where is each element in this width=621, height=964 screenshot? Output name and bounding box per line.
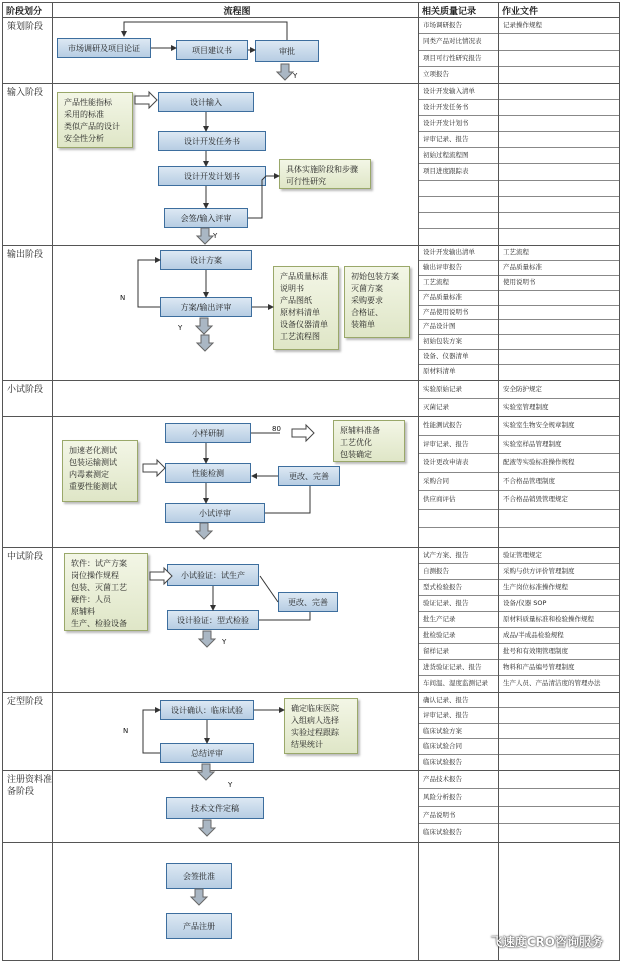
record-item: 试产方案、报告 (419, 548, 498, 564)
record-item: 评审记录、报告 (419, 436, 498, 455)
record-item: 市场调研报告 (419, 18, 498, 34)
stage-name: 小试阶段 (3, 381, 53, 417)
note-plan-steps: 具体实施阶段和步骤 可行性研究 (279, 159, 371, 189)
stage-name: 中试阶段 (3, 548, 53, 693)
doc-item: 不合格品管理制度 (499, 473, 619, 492)
doc-item: 记录操作规程 (499, 18, 619, 34)
box-proposal: 项目建议书 (176, 40, 248, 60)
record-item: 产品技术报告 (419, 771, 498, 789)
doc-item: 验证管理规定 (499, 548, 619, 564)
record-item: 设计开发输入清单 (419, 84, 498, 100)
record-item: 设计开发计划书 (419, 116, 498, 132)
doc-item: 配液等实验标准操作规程 (499, 454, 619, 473)
box-dev-task: 设计开发任务书 (158, 131, 266, 151)
doc-item: 产品质量标准 (499, 261, 619, 276)
header-flow: 流程图 (53, 3, 419, 18)
record-item: 风险分析报告 (419, 789, 498, 807)
record-item: 产品设计图 (419, 320, 498, 335)
box-design-scheme: 设计方案 (160, 250, 252, 270)
note-input-items: 产品性能指标 采用的标准 类似产品的设计 安全性分析 (57, 92, 133, 148)
down-arrow (199, 631, 215, 647)
record-item: 自测报告 (419, 564, 498, 580)
right-arrow (292, 425, 314, 441)
box-registration: 产品注册 (166, 913, 232, 939)
box-summary-review: 总结评审 (160, 743, 254, 763)
doc-item: 批号和有效期管理制度 (499, 644, 619, 660)
stage-name: 输出阶段 (3, 246, 53, 381)
box-sample-dev: 小样研制 (165, 423, 251, 443)
doc-item: 物料和产品编号管理制度 (499, 660, 619, 676)
note-output-docs: 产品质量标准 说明书 产品图纸 原材料清单 设备仪器清单 工艺流程图 (273, 266, 339, 350)
record-item: 留样记录 (419, 644, 498, 660)
watermark: 飞速度CRO咨询服务 (490, 935, 603, 949)
note-clinical: 确定临床医院 入组病人选择 实验过程跟踪 结果统计 (284, 698, 358, 754)
record-item: 初始包装方案 (419, 335, 498, 350)
stage-name: 策划阶段 (3, 18, 53, 84)
header-records: 相关质量记录 (419, 3, 499, 18)
note-pilot-prep: 软件：试产方案 岗位操作规程 包装、灭菌工艺 硬件：人员 原辅料 生产、检验设备 (64, 553, 148, 631)
label-yes: Y (228, 781, 233, 789)
record-item: 原材料清单 (423, 367, 456, 375)
doc-item: 不合格品销毁管理规定 (499, 491, 619, 510)
record-item: 临床试验报告 (423, 757, 462, 766)
down-arrow (198, 764, 214, 780)
doc-item: 实验室管理制度 (503, 402, 549, 411)
label-80: 80 (272, 425, 281, 433)
connector (138, 260, 160, 307)
down-arrow (191, 889, 207, 905)
label-no: N (120, 294, 126, 302)
box-signoff: 会签批准 (166, 863, 232, 889)
box-performance-test: 性能检测 (165, 463, 251, 483)
connector (265, 486, 310, 513)
stage-name: 注册资料准备阶段 (3, 771, 53, 843)
stage-name: 输入阶段 (3, 84, 53, 246)
down-arrow (196, 523, 212, 539)
connector (260, 576, 278, 602)
record-item: 工艺流程 (419, 276, 498, 291)
label-yes: Y (222, 638, 227, 646)
record-item: 型式检验报告 (419, 580, 498, 596)
doc-item: 原材料质量标准和检验操作规程 (499, 612, 619, 628)
record-item: 评审记录、报告 (419, 708, 498, 723)
record-item: 评审记录、报告 (419, 132, 498, 148)
down-arrow (197, 228, 213, 244)
header-stage: 阶段划分 (3, 3, 53, 18)
record-item: 同类产品对比情况表 (419, 34, 498, 50)
record-item: 验证记录、报告 (419, 596, 498, 612)
box-dev-plan: 设计开发计划书 (158, 166, 266, 186)
box-trial-review: 小试评审 (165, 503, 265, 523)
record-item: 进货验证记录、报告 (419, 660, 498, 676)
record-item: 产品使用说明书 (419, 306, 498, 321)
record-item: 批检验记录 (419, 628, 498, 644)
record-item: 设计更改申请表 (419, 454, 498, 473)
box-revise-2: 更改、完善 (278, 592, 338, 612)
box-tech-doc: 技术文件定稿 (166, 797, 264, 819)
doc-item: 实验室样品管理制度 (499, 436, 619, 455)
record-item: 实验原始记录 (419, 381, 498, 399)
record-item: 产品说明书 (419, 807, 498, 825)
connector (143, 710, 160, 753)
record-item: 性能测试报告 (419, 417, 498, 436)
right-arrow (135, 92, 157, 108)
box-input-review: 会签/输入评审 (164, 208, 248, 228)
record-item: 初始过程流程图 (419, 148, 498, 164)
doc-item: 生产人员、产品清洁度的管理办法 (503, 679, 601, 687)
record-item: 确认记录、报告 (419, 693, 498, 708)
down-arrow (197, 335, 213, 351)
record-item: 项目进度跟踪表 (419, 164, 498, 180)
record-item: 临床试验方案 (419, 724, 498, 739)
record-item: 输出评审报告 (419, 261, 498, 276)
header-docs: 作业文件 (499, 3, 620, 18)
note-materials: 原辅料准备 工艺优化 包装确定 (333, 420, 405, 462)
record-item: 灭菌记录 (423, 402, 449, 411)
record-item: 设备、仪器清单 (419, 350, 498, 365)
connector (259, 612, 310, 620)
down-arrow (199, 820, 215, 836)
doc-item: 生产岗位标准操作规程 (499, 580, 619, 596)
doc-item: 工艺流程 (499, 246, 619, 261)
record-item: 批生产记录 (419, 612, 498, 628)
record-item: 立项报告 (423, 69, 449, 78)
box-market-research: 市场调研及项目论证 (57, 38, 151, 58)
record-item: 供应商评估 (419, 491, 498, 510)
box-revise-1: 更改、完善 (278, 466, 340, 486)
note-tests: 加速老化测试 包装运输测试 内毒素测定 重要性能测试 (62, 440, 138, 502)
record-item: 车间温、湿度监测记录 (423, 679, 488, 687)
box-output-review: 方案/输出评审 (160, 297, 252, 317)
label-no: N (123, 727, 129, 735)
box-clinical-trial: 设计确认：临床试验 (160, 700, 254, 720)
box-type-inspection: 设计验证：型式检验 (167, 610, 259, 630)
record-item: 设计开发任务书 (419, 100, 498, 116)
box-approval: 审批 (255, 40, 319, 62)
down-arrow (277, 64, 293, 80)
doc-item: 安全防护规定 (499, 381, 619, 399)
doc-item: 成品/半成品检验规程 (499, 628, 619, 644)
record-item: 采购合同 (419, 473, 498, 492)
stage-name: 定型阶段 (3, 693, 53, 771)
record-item: 设计开发输出清单 (419, 246, 498, 261)
record-item: 临床试验报告 (423, 828, 462, 837)
note-packaging: 初始包装方案 灭菌方案 采购要求 合格证、 装箱单 (344, 266, 410, 338)
label-yes: Y (293, 72, 298, 80)
box-design-input: 设计输入 (158, 92, 254, 112)
label-yes: Y (213, 232, 218, 240)
doc-item: 采购与供方评价管理制度 (499, 564, 619, 580)
box-pilot-production: 小试验证：试生产 (167, 564, 259, 586)
record-item: 临床试验合同 (419, 739, 498, 754)
label-yes: Y (178, 324, 183, 332)
right-arrow (143, 460, 165, 476)
doc-item: 设备/仪器 SOP (499, 596, 619, 612)
doc-item: 实验室生物安全规章制度 (499, 417, 619, 436)
record-item: 项目可行性研究报告 (419, 51, 498, 67)
record-item: 产品质量标准 (419, 291, 498, 306)
down-arrow (196, 318, 212, 334)
doc-item: 使用说明书 (499, 276, 619, 291)
